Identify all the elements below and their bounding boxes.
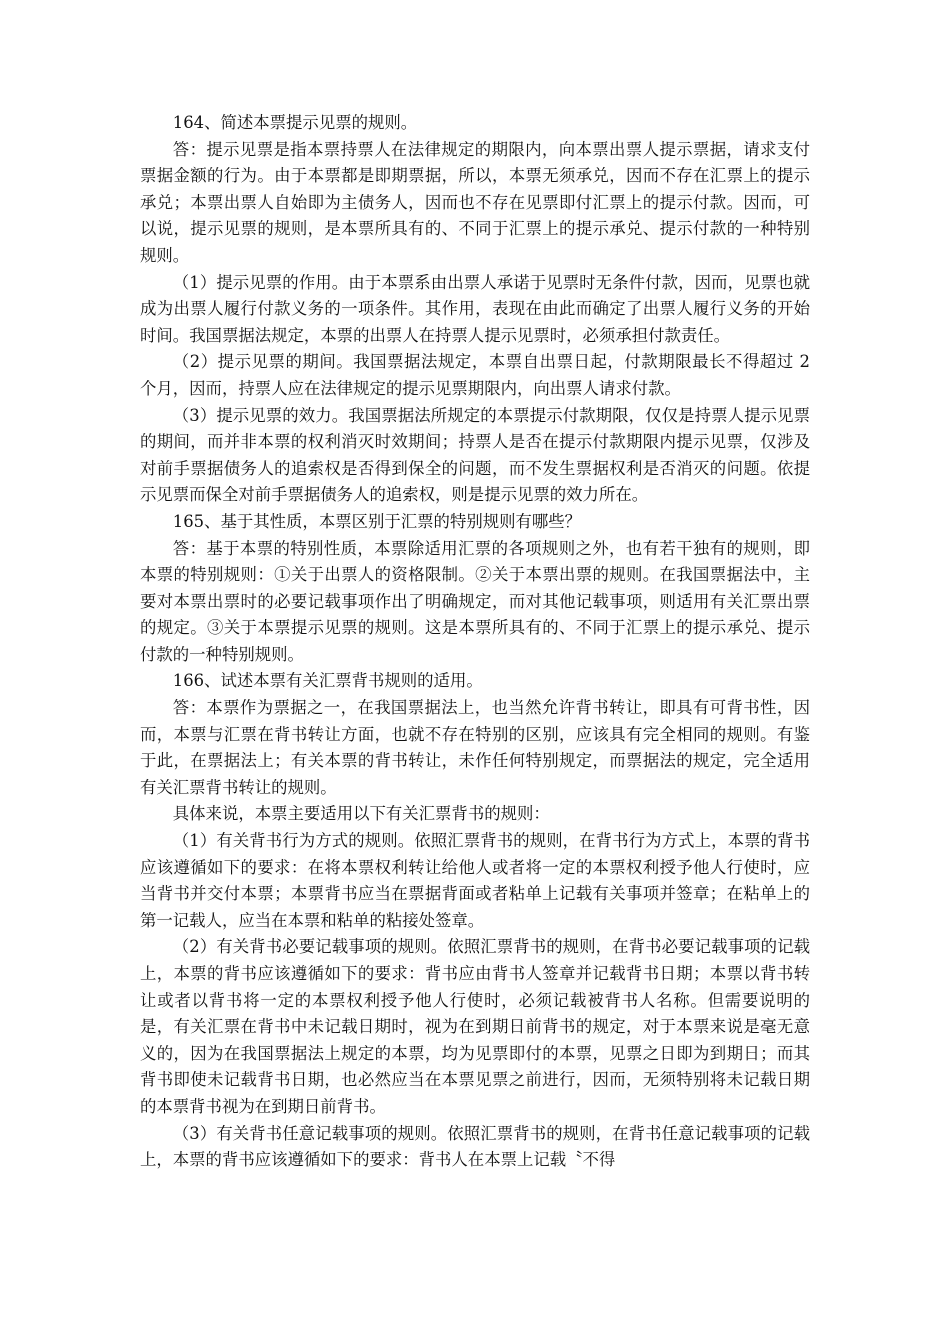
document-body [140, 110, 810, 1174]
answer-166-point-3: （3）有关背书任意记载事项的规则。依照汇票背书的规则，在背书任意记载事项的记载上，本票的背书应该遵循如下的要求：背书人在本票上记载〝不得 [140, 1123, 810, 1170]
answer-165: 答：基于本票的特别性质，本票除适用汇票的各项规则之外，也有若干独有的规则，即本票的特别规则：①关于出票人的资格限制。②关于本票出票的规则。在我国票据法中，主要对本票出票时的必要记载事项作出了明确规定，而对其他记载事项，则适用有关汇票出票的规定。③关于本票提示见票的规则。这是本票所具有的、不同于汇票上的提示承兑、提示付款的一种特别规则。 [140, 538, 810, 664]
question-166-title: 166、试述本票有关汇票背书规则的适用。 [172, 671, 483, 691]
answer-166-intro: 具体来说，本票主要适用以下有关汇票背书的规则： [172, 804, 550, 824]
answer-164-point-2: （2）提示见票的期间。我国票据法规定，本票自出票日起，付款期限最长不得超过 2 个月，因而，持票人应在法律规定的提示见票期限内，向出票人请求付款。 [140, 352, 810, 398]
answer-164-point-1: （1）提示见票的作用。由于本票系由出票人承诺于见票时无条件付款，因而，见票也就成为出票人履行付款义务的一项条件。其作用，表现在由此而确定了出票人履行义务的开始时间。我国票据法规定，本票的出票人在持票人提示见票时，必须承担付款责任。 [140, 272, 810, 345]
answer-166-point-2: （2）有关背书必要记载事项的规则。依照汇票背书的规则，在背书必要记载事项的记载上，本票的背书应该遵循如下的要求：背书应由背书人签章并记载背书日期；本票以背书转让或者以背书将一定的本票权利授予他人行使时，必须记载被背书人名称。但需要说明的是，有关汇票在背书中未记载日期时，视为在到期日前背书的规定，对于本票来说是毫无意义的，因为在我国票据法上规定的本票，均为见票即付的本票，见票之日即为到期日；而其背书即使未记载背书日期，也必然应当在本票见票之前进行，因而，无须特别将未记载日期的本票背书视为在到期日前背书。 [140, 937, 810, 1116]
question-165-title: 165、基于其性质，本票区别于汇票的特别规则有哪些？ [172, 511, 582, 531]
answer-164-point-3: （3）提示见票的效力。我国票据法所规定的本票提示付款期限，仅仅是持票人提示见票的期间，而并非本票的权利消灭时效期间；持票人是否在提示付款期限内提示见票，仅涉及对前手票据债务人的追索权是否得到保全的问题，而不发生票据权利是否消灭的问题。依提示见票而保全对前手票据债务人的追索权，则是提示见票的效力所在。 [140, 405, 810, 505]
answer-166-point-1: （1）有关背书行为方式的规则。依照汇票背书的规则，在背书行为方式上，本票的背书应该遵循如下的要求：在将本票权利转让给他人或者将一定的本票权利授予他人行使时，应当背书并交付本票；本票背书应当在票据背面或者粘单上记载有关事项并签章；在粘单上的第一记载人，应当在本票和粘单的粘接处签章。 [140, 831, 810, 930]
answer-166: 答：本票作为票据之一，在我国票据法上，也当然允许背书转让，即具有可背书性，因而，本票与汇票在背书转让方面，也就不存在特别的区别，应该具有完全相同的规则。有鉴于此，在票据法上；有关本票的背书转让，未作任何特别规定，而票据法的规定，完全适用有关汇票背书转让的规则。 [140, 698, 810, 797]
answer-164: 答：提示见票是指本票持票人在法律规定的期限内，向本票出票人提示票据，请求支付票据金额的行为。由于本票都是即期票据，所以，本票无须承兑，因而不存在汇票上的提示承兑；本票出票人自始即为主债务人，因而也不存在见票即付汇票上的提示付款。因而，可以说，提示见票的规则，是本票所具有的、不同于汇票上的提示承兑、提示付款的一种特别规则。 [140, 139, 810, 265]
question-164-title: 164、简述本票提示见票的规则。 [172, 113, 418, 132]
